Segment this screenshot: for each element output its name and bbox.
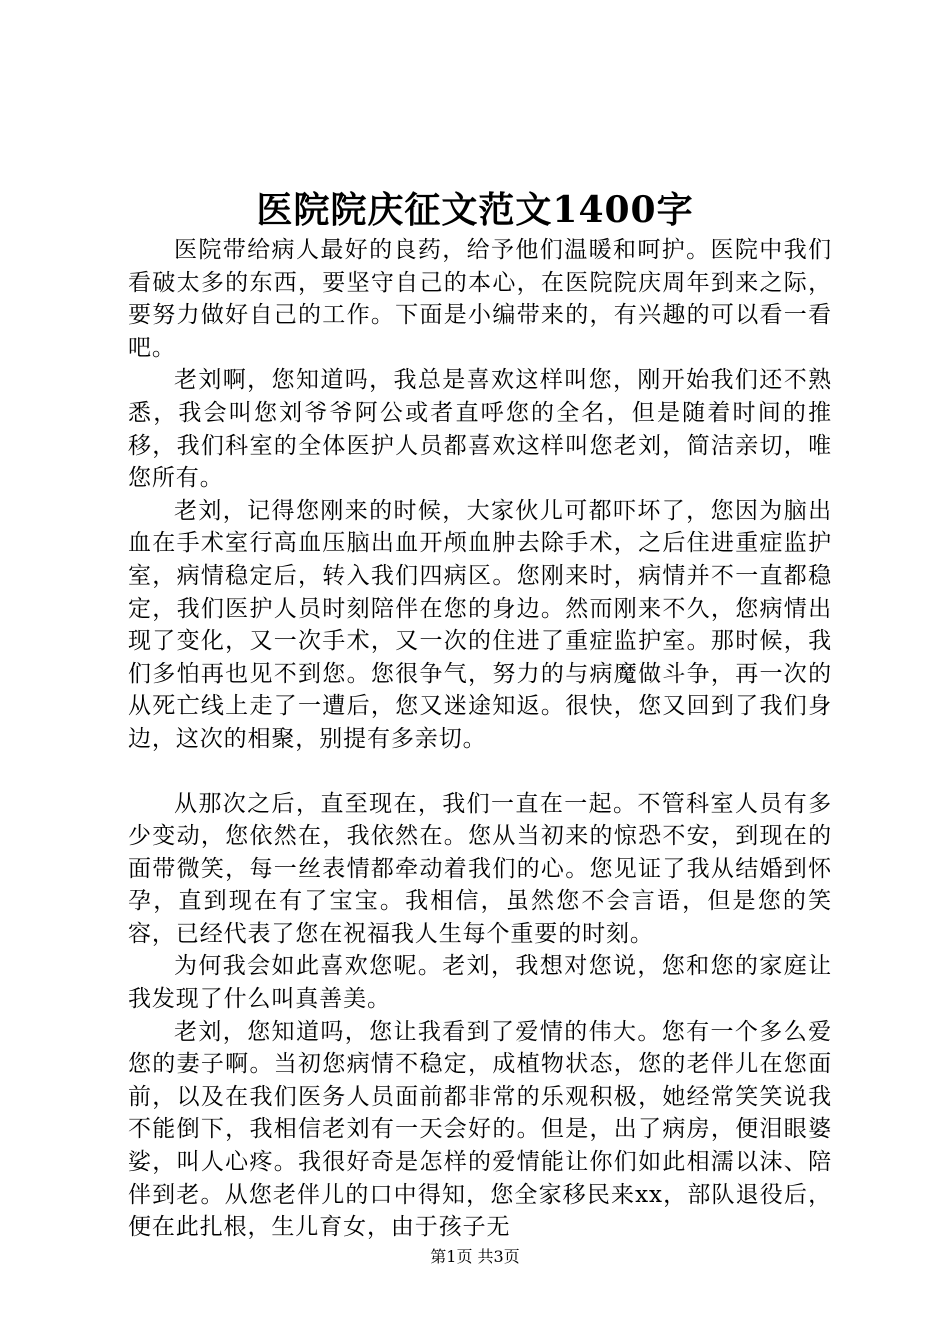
paragraph-why: 为何我会如此喜欢您呢。老刘，我想对您说，您和您的家庭让我发现了什么叫真善美。 [128,953,832,1013]
paragraph-nickname: 老刘啊，您知道吗，我总是喜欢这样叫您，刚开始我们还不熟悉，我会叫您刘爷爷阿公或者直呼您的全名，但是随着时间的推移，我们科室的全体医护人员都喜欢这样叫您老刘，简洁亲切，唯您所有。 [128,367,832,492]
paragraph-love: 老刘，您知道吗，您让我看到了爱情的伟大。您有一个多么爱您的妻子啊。当初您病情不稳定，成植物状态，您的老伴儿在您面前，以及在我们医务人员面前都非常的乐观积极，她经常笑笑说我不能倒下，我相信老刘有一天会好的。但是，出了病房，便泪眼婆娑，叫人心疼。我很好奇是怎样的爱情能让你们如此相濡以沫、陪伴到老。从您老伴儿的口中得知，您全家移民来xx，部队退役后，便在此扎根，生儿育女，由于孩子无 [128,1018,832,1241]
page-number-footer: 第1页 共3页 [430,1247,520,1266]
paragraph-since-then: 从那次之后，直至现在，我们一直在一起。不管科室人员有多少变动，您依然在，我依然在。您从当初来的惊恐不安，到现在的面带微笑，每一丝表情都牵动着我们的心。您见证了我从结婚到怀孕，直到现在有了宝宝。我相信，虽然您不会言语，但是您的笑容，已经代表了您在祝福我人生每个重要的时刻。 [128,790,832,947]
document-title: 医院院庆征文范文1400字 [256,189,694,231]
paragraph-arrival: 老刘，记得您刚来的时候，大家伙儿可都吓坏了，您因为脑出血在手术室行高血压脑出血开颅血肿去除手术，之后住进重症监护室，病情稳定后，转入我们四病区。您刚来时，病情并不一直都稳定，我们医护人员时刻陪伴在您的身边。然而刚来不久，您病情出现了变化，又一次手术，又一次的住进了重症监护室。那时候，我们多怕再也见不到您。您很争气，努力的与病魔做斗争，再一次的从死亡线上走了一遭后，您又迷途知返。很快，您又回到了我们身边，这次的相聚，别提有多亲切。 [128,497,832,752]
document-body [128,234,832,1244]
paragraph-intro: 医院带给病人最好的良药，给予他们温暖和呵护。医院中我们看破太多的东西，要坚守自己的本心，在医院院庆周年到来之际，要努力做好自己的工作。下面是小编带来的，有兴趣的可以看一看吧。 [128,237,832,361]
